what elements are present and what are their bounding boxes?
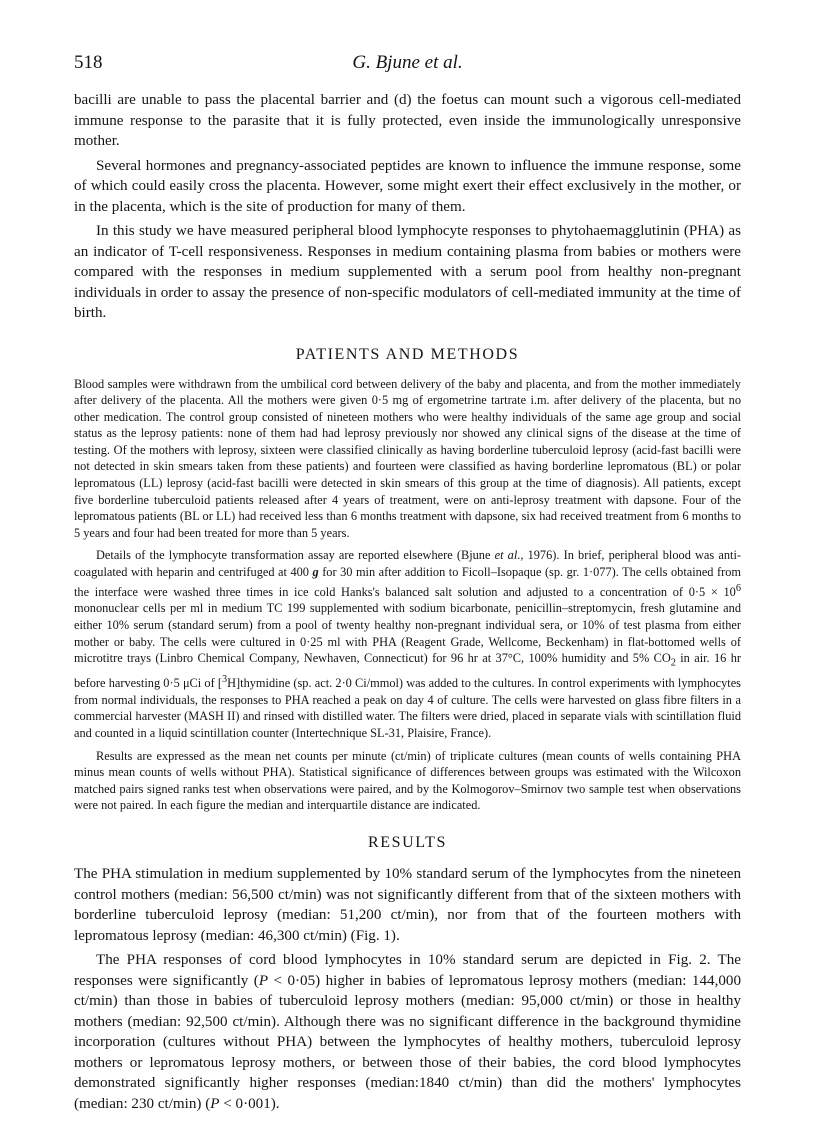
- p-value-symbol: P: [210, 1095, 220, 1112]
- intro-paragraph-3: In this study we have measured peripheral blood lymphocyte responses to phytohaemagglutinin (PHA) as an indicator of T-cell responsiveness. Responses in medium containing plasma from babies or mothers were compared with the responses in medium supplemented with a serum pool from healthy non-pregnant individuals in order to assay the presence of non-specific modulators of cell-mediated immunity at the time of birth.: [74, 223, 741, 321]
- running-title: G. Bjune et al.: [352, 52, 463, 73]
- methods-p2-text-b: ., 1976). In brief, peripheral blood was anti-coagulated with heparin and centrifuged at 400: [74, 548, 741, 580]
- results-heading: RESULTS: [367, 834, 448, 852]
- superscript-3: 3: [221, 674, 228, 686]
- g-force-unit: g: [312, 565, 319, 580]
- methods-p2-text-f: H]thymidine (sp. act. 2·0 Ci/mmol) was added to the cultures. In control experiments with lymphocytes from normal individuals, the responses to PHA reached a peak on day 4 of culture. The cells were harvested on glass fibre filters in a commercial harvester (MASH II) and rinsed with distilled water. The filters were dried, placed in separate vials with scintillation fluid and counted in a liquid scintillation counter (Intertechnique SL-31, Plaisire, France).: [74, 676, 741, 741]
- methods-paragraph-2: [74, 547, 741, 741]
- methods-p2-text-e: in air. 16 hr before harvesting 0·5 μCi of [: [74, 651, 742, 691]
- methods-section: [74, 376, 741, 815]
- methods-paragraph-1: Blood samples were withdrawn from the umbilical cord between delivery of the baby and placenta, and from the mother immediately after delivery of the placenta. All the mothers were given 0·5 mg of ergometrine tartrate i.m. after delivery of the placenta, but no other medication. The control group consisted of nineteen mothers who were healthy individuals of the same age group and social status as the leprosy patients: none of them had had leprosy previously nor showed any clinical signs of the disease at the time of testing. Of the mothers with leprosy, sixteen were classified clinically as having borderline tuberculoid leprosy (acid-fast bacilli were not detected in skin smears taken from these patients) and fourteen were classified as having borderline lepromatous (BL) or polar lepromatous (LL) leprosy (acid-fast bacilli were detected in skin smears of this group at the time of diagnosis). All patients, except five borderline tuberculoid patients released after 4 years of treatment, were on anti-leprosy treatment with dapsone. Four of the lepromatous patients (BL or LL) had received less than 6 months treatment with dapsone, six had received treatment from 6 months to 5 years and four had been treated for more than 5 years.: [74, 376, 741, 540]
- introduction-section: [74, 90, 741, 324]
- results-paragraph-2: [74, 950, 741, 1114]
- results-p2-text-b: < 0·05) higher in babies of lepromatous leprosy mothers (median: 144,000 ct/min) than those in babies of tuberculoid leprosy mothers (median: 95,000 ct/min) or those in healthy mothers (median: 92,500 ct/min). Although there was no significant difference in the background thymidine incorporation (cultures without PHA) between the lymphocytes of healthy mothers, tuberculoid leprosy mothers or lepromatous leprosy mothers, or between those of their babies, the cord blood lymphocytes demonstrated significantly higher responses (median:1840 ct/min) than did the mothers' lymphocytes (median: 230 ct/min) (: [74, 972, 741, 1112]
- page: [74, 50, 741, 1114]
- methods-paragraph-3: Results are expressed as the mean net counts per minute (ct/min) of triplicate cultures (mean counts of wells containing PHA minus mean counts of wells without PHA). Statistical significance of differences between groups was estimated with the Wilcoxon matched pairs signed ranks test when observations were paired, and by the Kolmogorov–Smirnov two sample test when observations were not paired. In each figure the median and interquartile distance are indicated.: [74, 748, 741, 813]
- p-value-symbol: P: [258, 972, 269, 989]
- results-p2-text-c: < 0·001).: [219, 1095, 280, 1112]
- page-number: 518: [74, 52, 103, 73]
- running-header: [74, 50, 741, 90]
- methods-p2-text-d: mononuclear cells per ml in medium TC 199 supplemented with sodium bicarbonate, penicillin–streptomycin, fresh glutamine and either 10% serum (standard serum) from a pool of twenty healthy non-pregnant individual sera, or 10% of test plasma from either mother or baby. The cells were cultured in 0·25 ml with PHA (Reagent Grade, Wellcome, Beckenham) in flat-bottomed wells of microtitre trays (Linbro Chemical Company, Newhaven, Connecticut) for 96 hr at 37°C, 100% humidity and 5% CO: [74, 601, 741, 666]
- results-section: [74, 864, 741, 1114]
- intro-paragraph-1: bacilli are unable to pass the placental barrier and (d) the foetus can mount such a vigorous cell-mediated immune response to the parasite that it is fully protected, even inside the immunologically unresponsive mother.: [74, 92, 741, 149]
- intro-paragraph-2: Several hormones and pregnancy-associated peptides are known to influence the immune response, some of which could easily cross the placenta. However, some might exert their effect exclusively in the mother, or in the placenta, which is the site of production for many of them.: [74, 157, 741, 215]
- methods-p2-text-a: Details of the lymphocyte transformation assay are reported elsewhere (Bjune: [96, 548, 495, 563]
- subscript-2: 2: [670, 657, 676, 669]
- methods-p2-text-c: for 30 min after addition to Ficoll–Isopaque (sp. gr. 1·077). The cells obtained from the interface were washed three times in ice cold Hanks's balanced salt solution and adjusted to a concentration of 0·5 × 10: [74, 565, 741, 599]
- results-paragraph-1: The PHA stimulation in medium supplemented by 10% standard serum of the lymphocytes from the nineteen control mothers (median: 56,500 ct/min) was not significantly different from that of the sixteen mothers with borderline tuberculoid leprosy (median: 51,200 ct/min), nor from that of the fourteen mothers with lepromatous leprosy (median: 46,300 ct/min) (Fig. 1).: [74, 866, 741, 944]
- methods-heading: PATIENTS AND METHODS: [295, 345, 520, 363]
- results-p2-text-a: The PHA responses of cord blood lymphocytes in 10% standard serum are depicted in Fig. 2. The responses were significantly (: [74, 952, 741, 989]
- superscript-6: 6: [735, 582, 741, 594]
- et-al: et al: [494, 548, 518, 563]
